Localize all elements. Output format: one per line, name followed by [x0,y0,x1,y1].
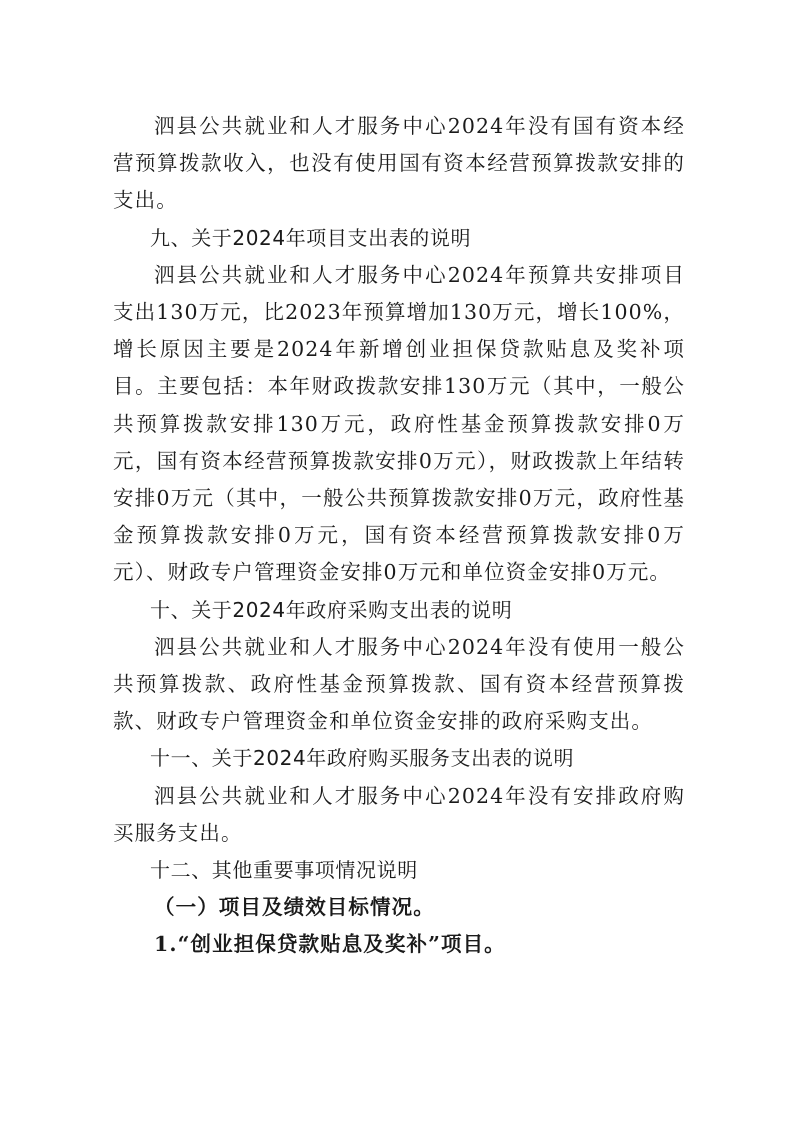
subheading-loan-subsidy-project: 1.“创业担保贷款贴息及奖补”项目。 [154,932,506,957]
heading-government-procurement: 十、关于2024年政府采购支出表的说明 [150,597,513,622]
heading-project-expenditure: 九、关于2024年项目支出表的说明 [150,225,472,250]
document-body [113,108,685,964]
paragraph-government-service-purchase: 泗县公共就业和人才服务中心2024年没有安排政府购买服务支出。 [113,783,685,845]
paragraph-project-expenditure: 泗县公共就业和人才服务中心2024年预算共安排项目支出130万元，比2023年预算增加130万元，增长100%，增长原因主要是2024年新增创业担保贷款贴息及奖补项目。主要包括：本年财政拨款安排130万元（其中，一般公共预算拨款安排130万元，政府性基金预算拨款安排0万元，国有资本经营预算拨款安排0万元），财政拨款上年结转安排0万元（其中，一般公共预算拨款安排0万元，政府性基金预算拨款安排0万元，国有资本经营预算拨款安排0万元）、财政专户管理资金安排0万元和单位资金安排0万元。 [113,262,685,585]
heading-other-matters: 十二、其他重要事项情况说明 [150,858,418,883]
heading-government-service-purchase: 十一、关于2024年政府购买服务支出表的说明 [150,746,575,771]
paragraph-state-capital-budget: 泗县公共就业和人才服务中心2024年没有国有资本经营预算拨款收入，也没有使用国有资本经营预算拨款安排的支出。 [113,114,685,213]
paragraph-government-procurement: 泗县公共就业和人才服务中心2024年没有使用一般公共预算拨款、政府性基金预算拨款、国有资本经营预算拨款、财政专户管理资金和单位资金安排的政府采购支出。 [113,634,685,734]
subheading-project-performance: （一）项目及绩效目标情况。 [154,895,435,920]
